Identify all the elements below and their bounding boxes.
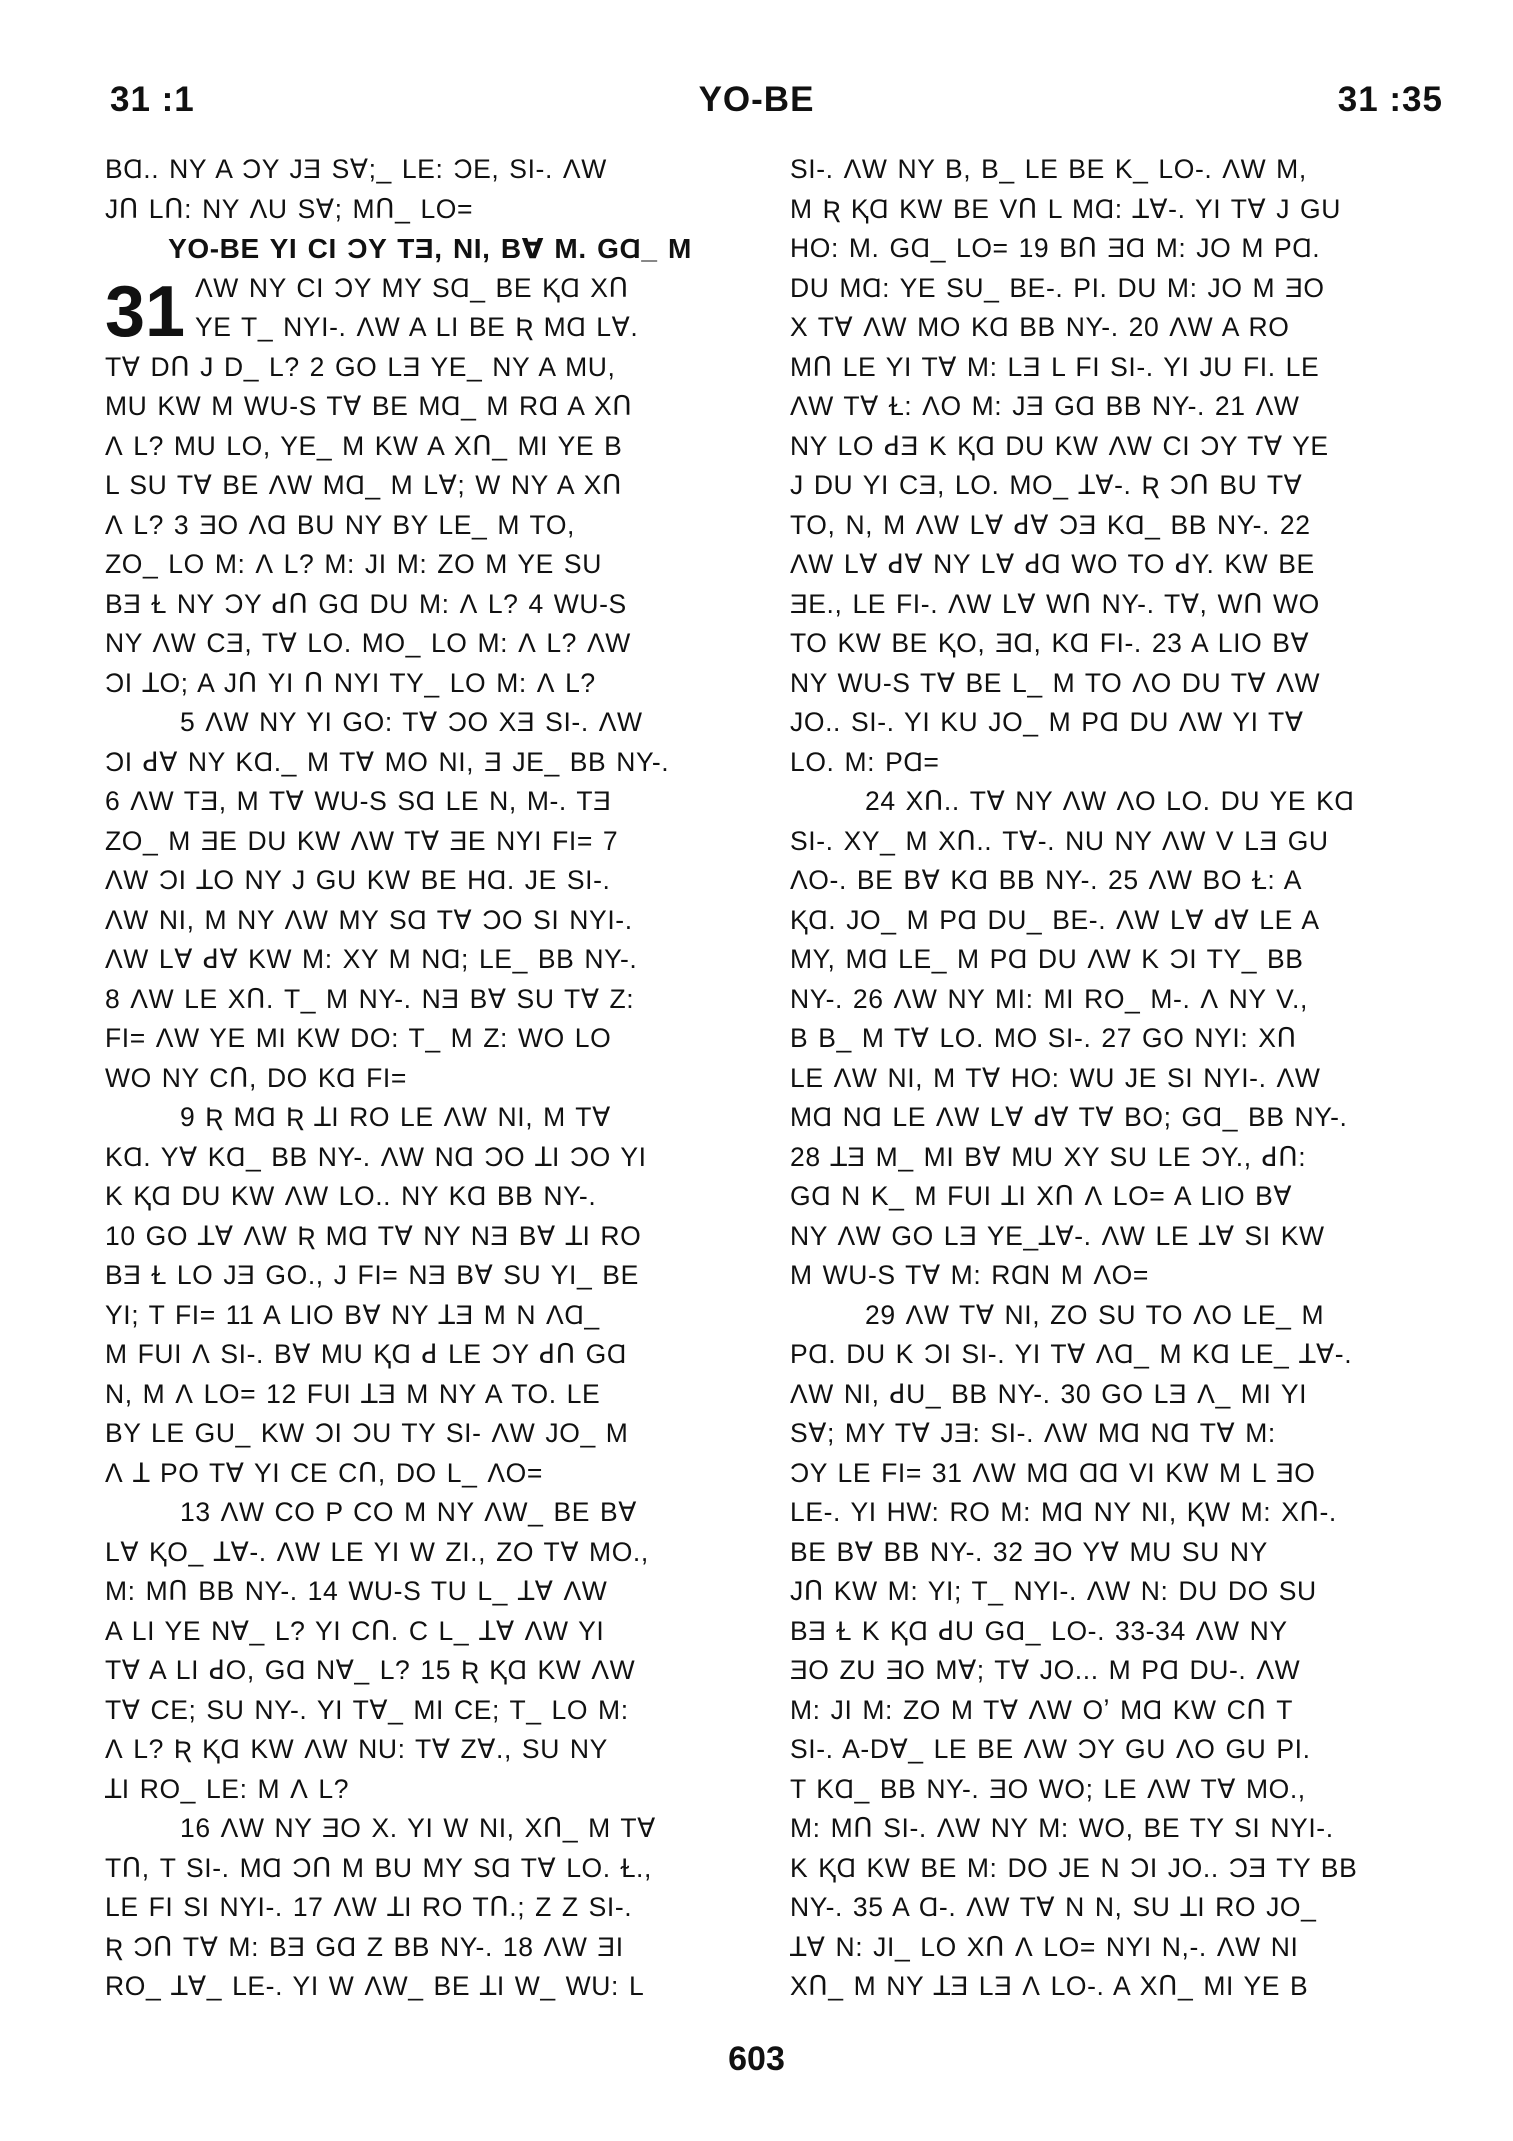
text-line: MⱭ NⱭ LE ɅW LⱯ ꓒⱯ TⱯ BO; GⱭ_ BB NY-. (790, 1102, 1348, 1132)
text-line: 6 ɅW TƎ, M TⱯ WU-S SⱭ LE N, M-. TƎ (105, 786, 612, 816)
text-line: TⱯ A LI ꓒO, GⱭ NⱯ_ L? 15 Ʀ ⱩⱭ KW ɅW (105, 1655, 636, 1685)
text-line: NY ɅW GO LƎ YE_ꓕⱯ-. ɅW LE ꓕⱯ SI KW (790, 1220, 1325, 1251)
text-line: LE FI SI NYI-. 17 ɅW ꓕI RO TՈ.; Z Z SI-. (105, 1892, 633, 1922)
text-line: K ⱩⱭ KW BE M: DO JE N ƆI JO.. ƆƎ TY BB (790, 1852, 1358, 1883)
text-line: BƎ Ɫ LO JƎ GO., J FI= NƎ BⱯ SU YI_ BE (105, 1260, 639, 1290)
text-line: M: MՈ SI-. ɅW NY M: WO, BE TY SI NYI-. (790, 1813, 1334, 1843)
text-line: B B_ M TⱯ LO. MO SI-. 27 GO NYI: XՈ (790, 1023, 1297, 1053)
text-line: 28 ꓕƎ M_ MI BⱯ MU XY SU LE ƆY., ꓒՈ: (790, 1141, 1307, 1172)
text-line: L SU TⱯ BE ɅW MⱭ_ M LⱯ; W NY A XՈ (105, 470, 622, 500)
text-line: LE-. YI HW: RO M: MⱭ NY NI, ⱩW M: XՈ-. (790, 1497, 1337, 1527)
right-column (790, 150, 1440, 2046)
text-line: GⱭ N K_ M FUI ꓕI XՈ Ʌ LO= A LIO BⱯ (790, 1181, 1293, 1211)
text-line: PⱭ. DU K ƆI SI-. YI TⱯ ɅⱭ_ M KⱭ LE_ ꓕⱯ-. (790, 1339, 1353, 1369)
chapter-number: 31 (105, 272, 186, 352)
text-line: MU KW M WU-S TⱯ BE MⱭ_ M RⱭ A XՈ (105, 391, 633, 421)
text-line: Ʌ L? MU LO, YE_ M KW A XՈ_ MI YE B (105, 430, 623, 461)
text-line: ɅO-. BE BⱯ KⱭ BB NY-. 25 ɅW BO Ɫ: A (790, 865, 1303, 895)
text-line: JՈ KW M: YI; T_ NYI-. ɅW N: DU DO SU (790, 1576, 1317, 1606)
text-line: YE T_ NYI-. ɅW A LI BE Ʀ MⱭ LⱯ. (195, 312, 639, 342)
text-line: ⱩⱭ. JO_ M PⱭ DU_ BE-. ɅW LⱯ ꓒⱯ LE A (790, 904, 1320, 935)
text-line: LO. M: PⱭ= (790, 746, 940, 777)
text-line: JՈ LՈ: NY ɅU SⱯ; MՈ_ LO= (105, 193, 474, 224)
text-line: ZO_ M ƎE DU KW ɅW TⱯ ƎE NYI FI= 7 (105, 825, 619, 856)
text-line: MY, MⱭ LE_ M PⱭ DU ɅW K ƆI TY_ BB (790, 944, 1304, 974)
text-line: BⱭ.. NY A ƆY JƎ SⱯ;_ LE: ƆE, SI-. ɅW (105, 154, 607, 184)
text-line: T KⱭ_ BB NY-. ƎO WO; LE ɅW TⱯ MO., (790, 1773, 1306, 1804)
text-line: NY ɅW CƎ, TⱯ LO. MO_ LO M: Ʌ L? ɅW (105, 628, 631, 658)
text-line: BƎ Ɫ NY ƆY ꓒՈ GⱭ DU M: Ʌ L? 4 WU-S (105, 588, 627, 619)
text-line: ɅW NI, ꓒU_ BB NY-. 30 GO LƎ Ʌ_ MI YI (790, 1378, 1308, 1409)
text-line: M: JI M: ZO M TⱯ ɅW Oʼ MⱭ KW CՈ T (790, 1694, 1294, 1725)
text-line: 16 ɅW NY ƎO X. YI W NI, XՈ_ M TⱯ (180, 1813, 656, 1843)
text-line: RO_ ꓕⱯ_ LE-. YI W ɅW_ BE ꓕI W_ WU: L (105, 1971, 645, 2001)
running-head-left: 31 :1 (110, 80, 195, 119)
text-line: BY LE GU_ KW ƆI ƆU TY SI- ɅW JO_ M (105, 1418, 629, 1448)
text-line: ɅW TⱯ Ɫ: ɅO M: JƎ GⱭ BB NY-. 21 ɅW (790, 391, 1300, 421)
text-line: XՈ_ M NY ꓕƎ LƎ Ʌ LO-. A XՈ_ MI YE B (790, 1971, 1309, 2001)
text-line: 8 ɅW LE XՈ. T_ M NY-. NƎ BⱯ SU TⱯ Z: (105, 983, 635, 1014)
left-column (105, 150, 755, 2007)
text-line: 29 ɅW TⱯ NI, ZO SU TO ɅO LE_ M (865, 1299, 1325, 1330)
running-head-title: YO-BE (698, 80, 815, 119)
text-line: ɅW ƆI ꓕO NY J GU KW BE HⱭ. JE SI-. (105, 865, 611, 895)
text-line: ƎO ZU ƎO MⱯ; TⱯ JO... M PⱭ DU-. ɅW (790, 1655, 1301, 1685)
text-line: 24 XՈ.. TⱯ NY ɅW ɅO LO. DU YE KⱭ (865, 786, 1355, 816)
text-line: ƎE., LE FI-. ɅW LⱯ WՈ NY-. TⱯ, WՈ WO (790, 588, 1320, 619)
text-line: NY-. 35 A Ɑ-. ɅW TⱯ N N, SU ꓕI RO JO_ (790, 1892, 1317, 1922)
text-line: ꓕⱯ N: JI_ LO XՈ Ʌ LO= NYI N,-. ɅW NI (790, 1931, 1299, 1962)
text-line: NY WU-S TⱯ BE L_ M TO ɅO DU TⱯ ɅW (790, 667, 1321, 698)
text-line: SI-. A-DⱯ_ LE BE ɅW ƆY GU ɅO GU PI. (790, 1734, 1311, 1764)
text-line: 10 GO ꓕⱯ ɅW Ʀ MⱭ TⱯ NY NƎ BⱯ ꓕI RO (105, 1220, 642, 1251)
page-number: 603 (728, 2040, 785, 2078)
text-line: TՈ, T SI-. MⱭ ƆՈ M BU MY SⱭ TⱯ LO. Ɫ., (105, 1852, 652, 1883)
running-head-right: 31 :35 (1337, 80, 1443, 119)
text-line: ɅW LⱯ ꓒⱯ NY LⱯ ꓒⱭ WO TO ꓒY. KW BE (790, 549, 1315, 579)
text-line: 9 Ʀ MⱭ Ʀ ꓕI RO LE ɅW NI, M TⱯ (180, 1102, 611, 1132)
text-line: 5 ɅW NY YI GO: TⱯ ƆO XƎ SI-. ɅW (180, 707, 643, 737)
text-line: N, M Ʌ LO= 12 FUI ꓕƎ M NY A TO. LE (105, 1378, 601, 1409)
text-line: BE BⱯ BB NY-. 32 ƎO YⱯ MU SU NY (790, 1536, 1268, 1567)
text-line: HO: M. GⱭ_ LO= 19 BՈ ƎⱭ M: JO M PⱭ. (790, 233, 1321, 263)
text-line: SI-. XY_ M XՈ.. TⱯ-. NU NY ɅW V LƎ GU (790, 825, 1329, 856)
text-line: WO NY CՈ, DO KⱭ FI= (105, 1062, 407, 1093)
text-line: DU MⱭ: YE SU_ BE-. PI. DU M: JO M ƎO (790, 272, 1325, 303)
text-line: SⱯ; MY TⱯ JƎ: SI-. ɅW MⱭ NⱭ TⱯ M: (790, 1418, 1276, 1448)
text-line: 13 ɅW CO P CO M NY ɅW_ BE BⱯ (180, 1497, 637, 1527)
text-line: K ⱩⱭ DU KW ɅW LO.. NY KⱭ BB NY-. (105, 1181, 597, 1211)
chapter-heading: YO-BE YI CI ƆY TƎ, NI, BⱯ M. GⱭ_ M (168, 233, 692, 264)
text-line: JO.. SI-. YI KU JO_ M PⱭ DU ɅW YI TⱯ (790, 707, 1304, 737)
text-line: Ʌ ꓕ PO TⱯ YI CE CՈ, DO L_ ɅO= (105, 1457, 543, 1488)
text-line: ƆY LE FI= 31 ɅW MⱭ ⱭⱭ VI KW M L ƎO (790, 1457, 1316, 1488)
text-line: FI= ɅW YE MI KW DO: T_ M Z: WO LO (105, 1023, 612, 1053)
text-line: SI-. ɅW NY B, B_ LE BE K_ LO-. ɅW M, (790, 154, 1307, 184)
text-line: TO KW BE ⱩO, ƎⱭ, KⱭ FI-. 23 A LIO BⱯ (790, 628, 1310, 658)
text-line: M WU-S TⱯ M: RⱭN M ɅO= (790, 1260, 1149, 1290)
text-line: BƎ Ɫ K ⱩⱭ ꓒU GⱭ_ LO-. 33-34 ɅW NY (790, 1615, 1288, 1646)
text-line: LⱯ ⱩO_ ꓕⱯ-. ɅW LE YI W ZI., ZO TⱯ MO., (105, 1536, 649, 1567)
text-line: ꓕI RO_ LE: M Ʌ L? (105, 1773, 350, 1804)
text-line: M FUI Ʌ SI-. BⱯ MU ⱩⱭ ꓒ LE ƆY ꓒՈ GⱭ (105, 1339, 627, 1369)
text-line: Ʌ L? 3 ƎO ɅⱭ BU NY BY LE_ M TO, (105, 509, 575, 540)
text-line: TO, N, M ɅW LⱯ ꓒⱯ ƆƎ KⱭ_ BB NY-. 22 (790, 509, 1311, 540)
text-line: J DU YI CƎ, LO. MO_ ꓕⱯ-. Ʀ ƆՈ BU TⱯ (790, 470, 1303, 500)
text-line: ƆI ꓒⱯ NY KⱭ._ M TⱯ MO NI, Ǝ JE_ BB NY-. (105, 746, 670, 777)
text-line: ZO_ LO M: Ʌ L? M: JI M: ZO M YE SU (105, 549, 602, 579)
text-line: LE ɅW NI, M TⱯ HO: WU JE SI NYI-. ɅW (790, 1062, 1321, 1093)
text-line: ɅW NY CI ƆY MY SⱭ_ BE ⱩⱭ XՈ (195, 272, 629, 303)
text-line: KⱭ. YⱯ KⱭ_ BB NY-. ɅW NⱭ ƆO ꓕI ƆO YI (105, 1141, 647, 1172)
text-line: A LI YE NⱯ_ L? YI CՈ. C L_ ꓕⱯ ɅW YI (105, 1615, 605, 1646)
text-line: NY-. 26 ɅW NY MI: MI RO_ M-. Ʌ NY V., (790, 983, 1308, 1014)
text-line: TⱯ CE; SU NY-. YI TⱯ_ MI CE; T_ LO M: (105, 1694, 629, 1725)
text-line: M Ʀ ⱩⱭ KW BE VՈ L MⱭ: ꓕⱯ-. YI TⱯ J GU (790, 193, 1341, 224)
text-line: Ʌ L? Ʀ ⱩⱭ KW ɅW NU: TⱯ ZⱯ., SU NY (105, 1734, 608, 1764)
text-line: ɅW LⱯ ꓒⱯ KW M: XY M NⱭ; LE_ BB NY-. (105, 944, 638, 974)
text-line: ƆI ꓕO; A JՈ YI Ո NYI TY_ LO M: Ʌ L? (105, 667, 596, 698)
text-line: MՈ LE YI TⱯ M: LƎ L FI SI-. YI JU FI. LE (790, 351, 1320, 382)
text-line: TⱯ DՈ J D_ L? 2 GO LƎ YE_ NY A MU, (105, 351, 616, 382)
text-line: M: MՈ BB NY-. 14 WU-S TU L_ ꓕⱯ ɅW (105, 1576, 608, 1606)
text-line: Ʀ ƆՈ TⱯ M: BƎ GⱭ Z BB NY-. 18 ɅW ƎI (105, 1931, 624, 1962)
text-line: X TⱯ ɅW MO KⱭ BB NY-. 20 ɅW A RO (790, 312, 1290, 342)
text-line: ɅW NI, M NY ɅW MY SⱭ TⱯ ƆO SI NYI-. (105, 904, 633, 935)
text-line: YI; T FI= 11 A LIO BⱯ NY ꓕƎ M N ɅⱭ_ (105, 1299, 600, 1330)
text-line: NY LO ꓒƎ K ⱩⱭ DU KW ɅW CI ƆY TⱯ YE (790, 430, 1329, 461)
